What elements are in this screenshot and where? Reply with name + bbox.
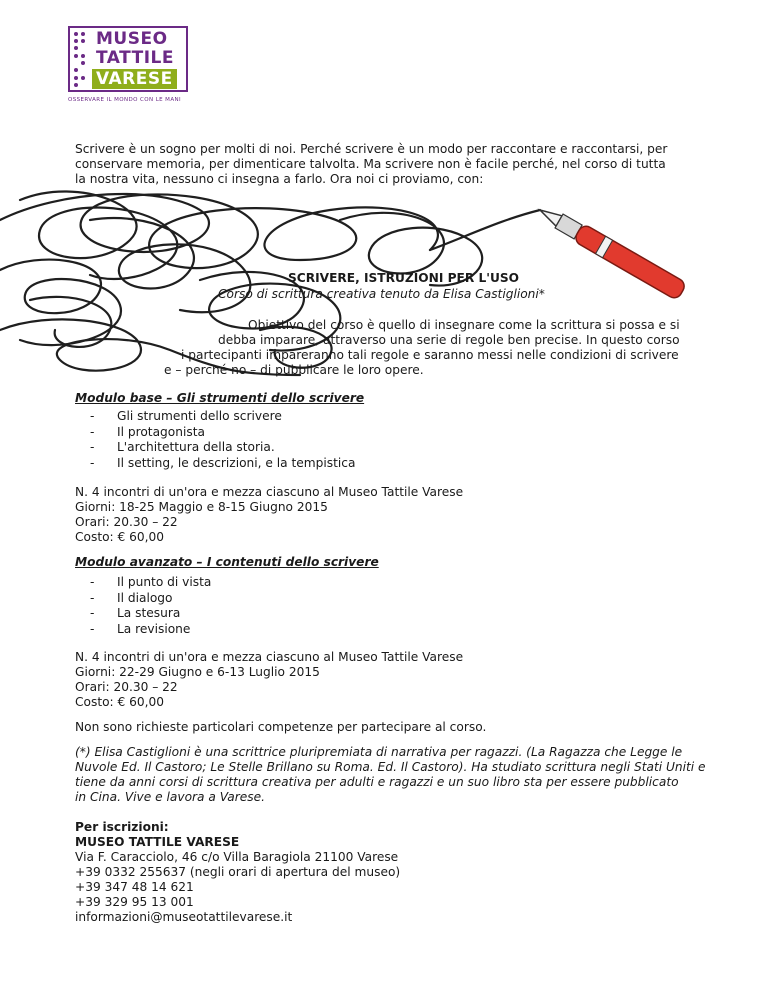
modulo-avanzato-info-4: Costo: € 60,00 (75, 695, 165, 709)
course-subtitle: Corso di scrittura creativa tenuto da Elisa Castiglioni* (218, 287, 545, 301)
list-item: - Il punto di vista (90, 575, 211, 591)
logo-tagline: OSSERVARE IL MONDO CON LE MANI (68, 97, 182, 103)
modulo-base-info-3: Orari: 20.30 – 22 (75, 515, 178, 529)
modulo-base-heading: Modulo base – Gli strumenti dello scrivere (75, 391, 365, 405)
contacts-phone-2: +39 347 48 14 621 (75, 880, 194, 894)
contacts-phone-3: +39 329 95 13 001 (75, 895, 194, 909)
contacts-phone-1: +39 0332 255637 (negli orari di apertura del museo) (75, 865, 401, 879)
museum-logo (68, 26, 190, 103)
objective-line-1: Obiettivo del corso è quello di insegnare come la scrittura si possa e si (248, 318, 680, 332)
list-item: - Il dialogo (90, 591, 211, 607)
list-item: - L'architettura della storia. (90, 440, 355, 456)
modulo-avanzato-list (90, 575, 211, 637)
contacts-address: Via F. Caracciolo, 46 c/o Villa Baragiola 21100 Varese (75, 850, 399, 864)
contacts-email[interactable]: informazioni@museotattilevarese.it (75, 910, 293, 924)
requirements-note: Non sono richieste particolari competenze per partecipare al corso. (75, 720, 487, 734)
modulo-avanzato-info-3: Orari: 20.30 – 22 (75, 680, 178, 694)
modulo-avanzato-info-1: N. 4 incontri di un'ora e mezza ciascuno al Museo Tattile Varese (75, 650, 464, 664)
contacts-org: MUSEO TATTILE VARESE (75, 835, 240, 849)
modulo-base-list (90, 409, 355, 471)
intro-line-3: la nostra vita, nessuno ci insegna a farlo. Ora noi ci proviamo, con: (75, 172, 484, 186)
logo-line-3: VARESE (92, 69, 177, 89)
objective-line-4: e – perché no – di pubblicare le loro opere. (164, 363, 424, 377)
modulo-avanzato-info-2: Giorni: 22-29 Giugno e 6-13 Luglio 2015 (75, 665, 320, 679)
course-title: SCRIVERE, ISTRUZIONI PER L'USO (288, 271, 520, 285)
logo-line-2: TATTILE (96, 48, 174, 68)
bio-line-2: Nuvole Ed. Il Castoro; Le Stelle Brillano su Roma. Ed. Il Castoro). Ha studiato scrittura negli Stati Uniti e (75, 760, 706, 774)
list-item: - Gli strumenti dello scrivere (90, 409, 355, 425)
list-item: - La revisione (90, 622, 211, 638)
list-item: - La stesura (90, 606, 211, 622)
logo-frame (68, 26, 188, 92)
objective-line-3: i partecipanti impareranno tali regole e saranno messi nelle condizioni di scrivere (181, 348, 679, 362)
logo-line-1: MUSEO (96, 29, 168, 49)
bio-line-4: in Cina. Vive e lavora a Varese. (75, 790, 265, 804)
bio-line-1: (*) Elisa Castiglioni è una scrittrice pluripremiata di narrativa per ragazzi. (La Ragazza che Legge le (75, 745, 683, 759)
bio-line-3: tiene da anni corsi di scrittura creativa per adulti e ragazzi e un suo libro sta per essere pubblicato (75, 775, 679, 789)
modulo-avanzato-heading: Modulo avanzato – I contenuti dello scrivere (75, 555, 379, 569)
modulo-base-info-2: Giorni: 18-25 Maggio e 8-15 Giugno 2015 (75, 500, 328, 514)
modulo-base-info-1: N. 4 incontri di un'ora e mezza ciascuno al Museo Tattile Varese (75, 485, 464, 499)
objective-line-2: debba imparare, attraverso una serie di regole ben precise. In questo corso (218, 333, 680, 347)
list-item: - Il protagonista (90, 425, 355, 441)
contacts-heading: Per iscrizioni: (75, 820, 169, 834)
modulo-base-info-4: Costo: € 60,00 (75, 530, 165, 544)
intro-line-1: Scrivere è un sogno per molti di noi. Perché scrivere è un modo per raccontare e raccontarsi, per (75, 142, 668, 156)
braille-dots-icon (74, 32, 92, 90)
list-item: - Il setting, le descrizioni, e la tempistica (90, 456, 355, 472)
intro-line-2: conservare memoria, per dimenticare talvolta. Ma scrivere non è facile perché, nel corso di tutta (75, 157, 666, 171)
